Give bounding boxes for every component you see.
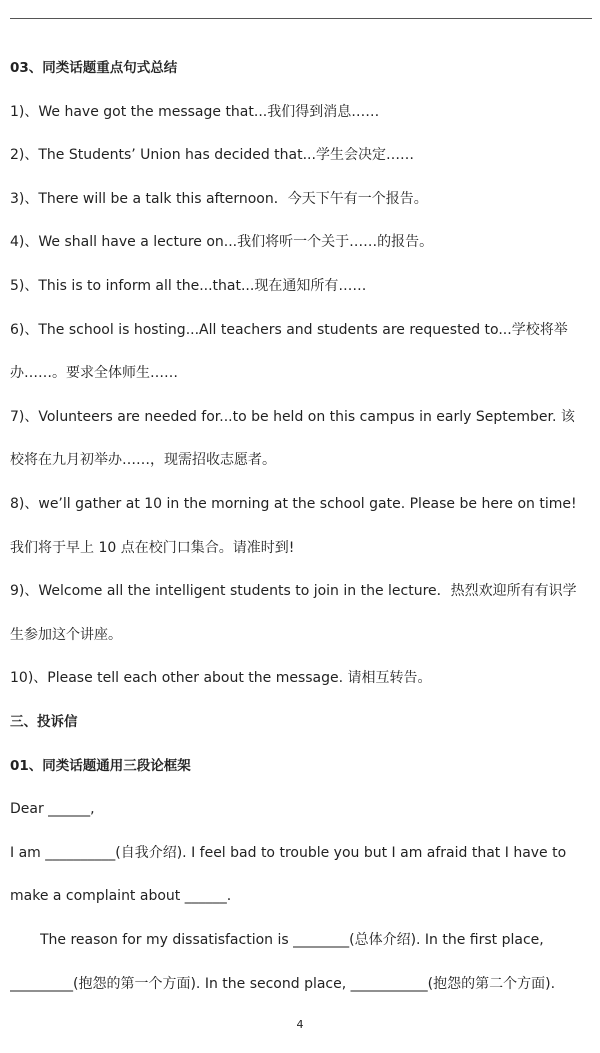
text-line: I am __________(自我介绍). I feel bad to trouble you but I am afraid that I have to [10, 845, 567, 861]
text-line: 9)、Welcome all the intelligent students to join in the lecture．热烈欢迎所有有识学 [10, 583, 577, 599]
text-line: Dear ______, [10, 801, 95, 817]
text-line: 3)、There will be a talk this afternoon．今天下午有一个报告。 [10, 191, 428, 207]
text-line: 8)、we’ll gather at 10 in the morning at the school gate. Please be here on time! [10, 496, 577, 512]
section-heading: 03、同类话题重点句式总结 [10, 60, 178, 76]
text-line: 我们将于早上 10 点在校门口集合。请准时到! [10, 540, 295, 556]
text-line: The reason for my dissatisfaction is ________(总体介绍). In the first place, [40, 932, 544, 948]
text-line: 6)、The school is hosting...All teachers and students are requested to...学校将举 [10, 322, 568, 338]
section-heading: 01、同类话题通用三段论框架 [10, 758, 191, 774]
page-number: 4 [296, 1018, 304, 1031]
text-line: 7)、Volunteers are needed for...to be held on this campus in early September. 该 [10, 409, 575, 425]
header-rule [10, 18, 592, 19]
text-line: 生参加这个讲座。 [10, 627, 122, 643]
section-heading: 三、投诉信 [10, 714, 78, 730]
text-line: 10)、Please tell each other about the message. 请相互转告。 [10, 670, 432, 686]
text-line: 4)、We shall have a lecture on...我们将听一个关于……的报告。 [10, 234, 434, 250]
text-line: 5)、This is to inform all the...that...现在通知所有…… [10, 278, 367, 294]
text-line: 2)、The Students’ Union has decided that...学生会决定…… [10, 147, 414, 163]
text-line: 办……。要求全体师生…… [10, 365, 178, 381]
text-line: make a complaint about ______. [10, 888, 232, 904]
text-line: _________(抱怨的第一个方面). In the second place, ___________(抱怨的第二个方面). [10, 976, 556, 992]
text-line: 1)、We have got the message that...我们得到消息…… [10, 104, 380, 120]
text-line: 校将在九月初举办……，现需招收志愿者。 [10, 452, 276, 468]
